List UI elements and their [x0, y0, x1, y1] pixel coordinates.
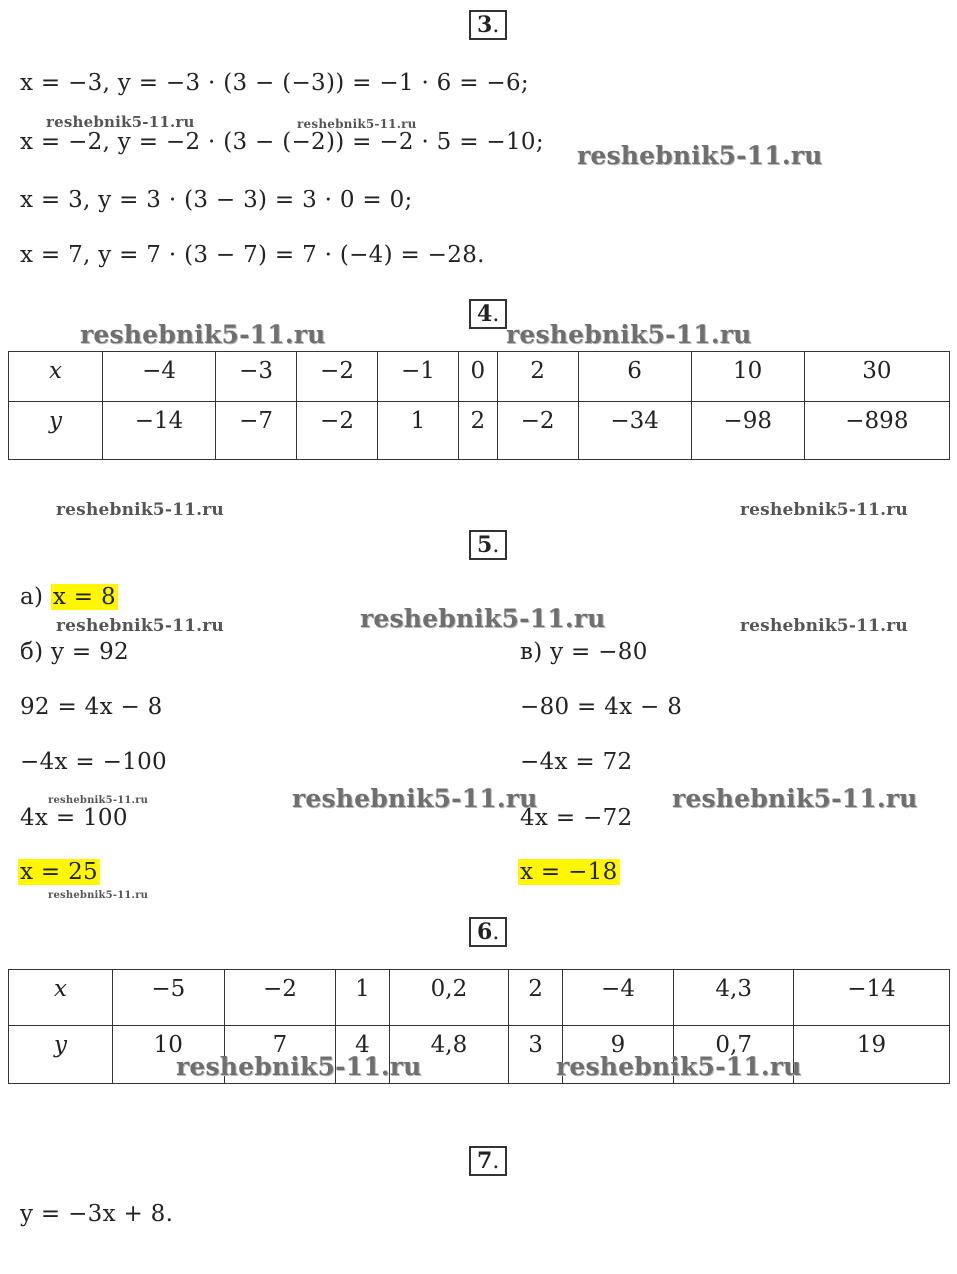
watermark: reshebnik5-11.ru: [506, 320, 752, 349]
watermark: reshebnik5-11.ru: [48, 795, 149, 806]
table-cell: 10: [691, 352, 804, 402]
table-cell: −5: [113, 970, 225, 1026]
table-cell: x: [9, 970, 113, 1026]
table-cell: 6: [578, 352, 691, 402]
task5-b-answer: x = 25: [20, 859, 98, 885]
watermark: reshebnik5-11.ru: [176, 1052, 422, 1081]
table-cell: 2: [509, 970, 562, 1026]
section-number-5: 5.: [469, 530, 507, 560]
table-cell: 4,8: [389, 1026, 509, 1084]
table-cell: 0: [458, 352, 497, 402]
table-cell: −2: [497, 402, 578, 460]
table-cell: 9: [562, 1026, 674, 1084]
task5-c-line-4: 4x = −72: [520, 805, 633, 831]
table-cell: 19: [794, 1026, 950, 1084]
section-number-6: 6.: [469, 917, 507, 947]
table-cell: 4: [336, 1026, 389, 1084]
watermark: reshebnik5-11.ru: [740, 500, 908, 520]
watermark: reshebnik5-11.ru: [556, 1052, 802, 1081]
table-cell: −2: [297, 352, 378, 402]
table-cell: 7: [224, 1026, 336, 1084]
task5-b-line-2: 92 = 4x − 8: [20, 694, 163, 720]
table-cell: 10: [113, 1026, 225, 1084]
section-number-4: 4.: [469, 299, 507, 329]
watermark: reshebnik5-11.ru: [360, 604, 606, 633]
task5-b-line-1: б) y = 92: [20, 639, 129, 665]
table-cell: −14: [103, 402, 216, 460]
task3-line-4: x = 7, y = 7 · (3 − 7) = 7 · (−4) = −28.: [20, 242, 485, 268]
table-cell: −34: [578, 402, 691, 460]
table-row: [9, 402, 950, 460]
table-cell: −2: [297, 402, 378, 460]
table-cell: y: [9, 402, 103, 460]
task5-answer-a: [20, 584, 118, 610]
table-cell: y: [9, 1026, 113, 1084]
task3-line-2: x = −2, y = −2 · (3 − (−2)) = −2 · 5 = −10;: [20, 129, 544, 155]
task6-table: [8, 969, 950, 1084]
table-cell: 0,7: [674, 1026, 794, 1084]
table-cell: −98: [691, 402, 804, 460]
watermark: reshebnik5-11.ru: [297, 117, 417, 131]
table-cell: 3: [509, 1026, 562, 1084]
table-cell: 1: [336, 970, 389, 1026]
table-row: [9, 352, 950, 402]
watermark: reshebnik5-11.ru: [48, 890, 149, 901]
table-cell: −898: [804, 402, 949, 460]
task5-b-line-3: −4x = −100: [20, 749, 167, 775]
task5-c-line-1: в) y = −80: [520, 639, 648, 665]
task5-c-line-2: −80 = 4x − 8: [520, 694, 683, 720]
watermark: reshebnik5-11.ru: [292, 784, 538, 813]
table-cell: −2: [224, 970, 336, 1026]
table-row: [9, 1026, 950, 1084]
section-number-7: 7.: [469, 1146, 507, 1176]
task5-a-highlight: x = 8: [52, 584, 116, 610]
table-cell: 2: [497, 352, 578, 402]
watermark: reshebnik5-11.ru: [56, 616, 224, 636]
table-row: [9, 970, 950, 1026]
task5-c-line-3: −4x = 72: [520, 749, 633, 775]
watermark: reshebnik5-11.ru: [577, 141, 823, 170]
table-cell: −7: [216, 402, 297, 460]
table-cell: 0,2: [389, 970, 509, 1026]
table-cell: 1: [377, 402, 458, 460]
watermark: reshebnik5-11.ru: [740, 616, 908, 636]
task3-line-3: x = 3, y = 3 · (3 − 3) = 3 · 0 = 0;: [20, 187, 413, 213]
table-cell: −14: [794, 970, 950, 1026]
table-cell: 4,3: [674, 970, 794, 1026]
watermark: reshebnik5-11.ru: [80, 320, 326, 349]
task5-b-line-4: 4x = 100: [20, 805, 128, 831]
table-cell: −3: [216, 352, 297, 402]
table-cell: −4: [103, 352, 216, 402]
watermark: reshebnik5-11.ru: [56, 500, 224, 520]
task4-table: [8, 351, 950, 460]
watermark: reshebnik5-11.ru: [672, 784, 918, 813]
task3-line-1: x = −3, y = −3 · (3 − (−3)) = −1 · 6 = −6;: [20, 70, 529, 96]
task7-line: y = −3x + 8.: [20, 1201, 174, 1227]
table-cell: −4: [562, 970, 674, 1026]
table-cell: 2: [458, 402, 497, 460]
section-number-3: 3.: [469, 10, 507, 40]
table-cell: −1: [377, 352, 458, 402]
table-cell: 30: [804, 352, 949, 402]
task5-c-answer: x = −18: [520, 859, 618, 885]
task5-a-label: а): [20, 584, 51, 610]
table-cell: x: [9, 352, 103, 402]
watermark: reshebnik5-11.ru: [46, 113, 195, 131]
